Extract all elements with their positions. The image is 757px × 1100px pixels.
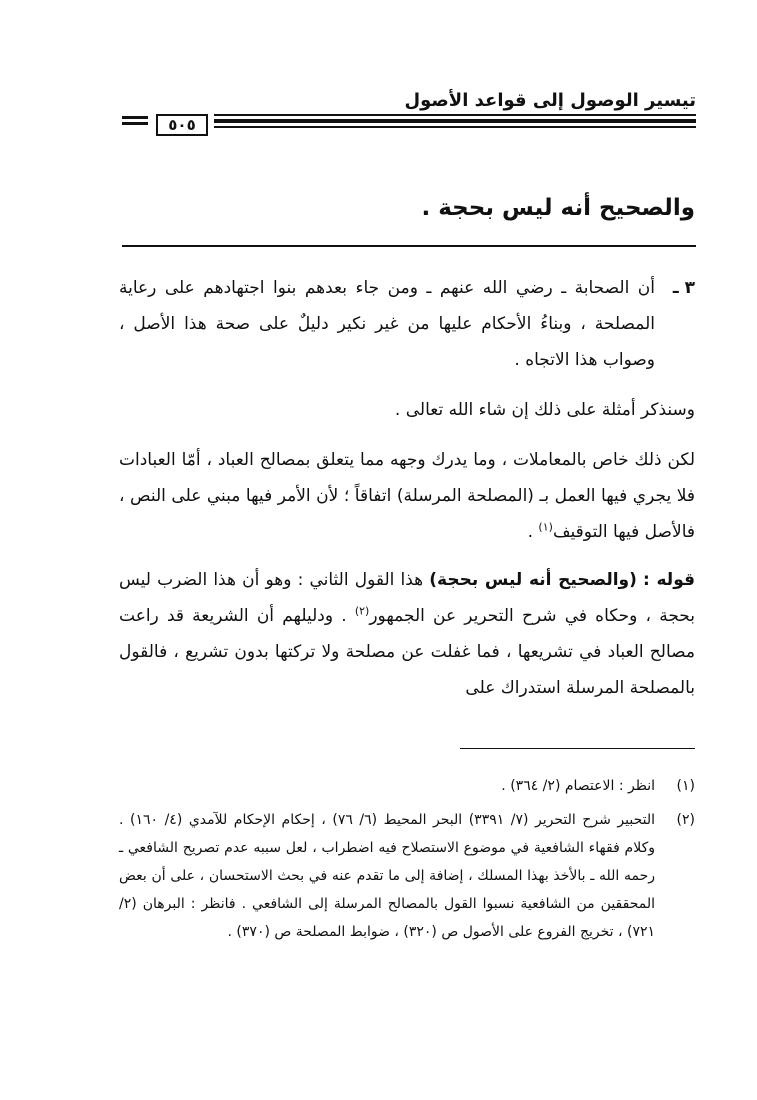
limitation-text: لكن ذلك خاص بالمعاملات ، وما يدرك وجهه مما يتعلق بمصالح العباد ، أمّا العبادات فلا يجري فيها العمل بـ (المصلحة المرسلة) اتفاقاً ؛ لأن الأمر فيها مبني على النص ، فالأصل فيها التوقيف [119, 450, 695, 542]
running-header [122, 90, 696, 136]
commentary-quote: (والصحيح أنه ليس بحجة) [429, 570, 637, 590]
header-title: تيسير الوصول إلى قواعد الأصول [404, 90, 696, 111]
limitation-tail: . [527, 522, 539, 542]
footnote-ref-2[interactable]: (٢) [354, 604, 370, 618]
header-rule [214, 114, 696, 134]
footnote-text: انظر : الاعتصام (٢/ ٣٦٤) . [501, 778, 655, 794]
commentary-lead: قوله : [643, 570, 695, 590]
point-3-paragraph [119, 270, 695, 378]
statement-divider [122, 245, 696, 247]
footnote-number: (١) [676, 778, 695, 794]
commentary-paragraph [119, 562, 695, 706]
footnotes [119, 772, 695, 952]
footnote-text: التحبير شرح التحرير (٧/ ٣٣٩١) البحر المحيط (٦/ ٧٦) ، إحكام الإحكام للآمدي (٤/ ١٦٠) . وكلام فقهاء الشافعية في موضوع الاستصلاح فيه اضطراب ، لعل سببه عدم تصريح الشافعي ـ رحمه الله ـ بالأخذ بهذا المسلك ، إضافة إلى ما تقدم عنه في بحث الاستحسان ، على أن بعض المحققين من الشافعية نسبوا القول بالمصالح المرسلة إلى الشافعي . فانظر : البرهان (٢/ ٧٢١) ، تخريج الفروع على الأصول ص (٣٢٠) ، ضوابط المصلحة ص (٣٧٠) . [119, 812, 655, 940]
commentary-text-1: هذا القول الثاني : وهو أن هذا الضرب ليس بحجة ، وحكاه في شرح التحرير عن الجمهور [119, 570, 695, 626]
header-ornament [122, 116, 148, 132]
point-number: ٣ ـ [672, 278, 695, 298]
footnote-2 [119, 806, 695, 946]
footnote-number: (٢) [676, 812, 695, 828]
footnote-separator [460, 748, 695, 749]
commentary-text-2: . ودليلهم أن الشريعة قد راعت مصالح العباد في تشريعها ، فما غفلت عن مصلحة ولا تركتها بدون تشريع ، فالقول بالمصلحة المرسلة استدراك على [119, 606, 695, 698]
main-statement: والصحيح أنه ليس بحجة . [421, 195, 695, 221]
page-number: ٥٠٥ [156, 114, 208, 136]
limitation-paragraph [119, 442, 695, 550]
footnote-1 [119, 772, 695, 800]
point-3-text: أن الصحابة ـ رضي الله عنهم ـ ومن جاء بعدهم بنوا اجتهادهم على رعاية المصلحة ، وبناءُ الأحكام عليها من غير نكير دليلٌ على صحة هذا الأصل ، وصواب هذا الاتجاه . [119, 278, 655, 370]
footnote-ref-1[interactable]: (١) [538, 520, 553, 534]
examples-paragraph: وسنذكر أمثلة على ذلك إن شاء الله تعالى . [394, 400, 695, 420]
